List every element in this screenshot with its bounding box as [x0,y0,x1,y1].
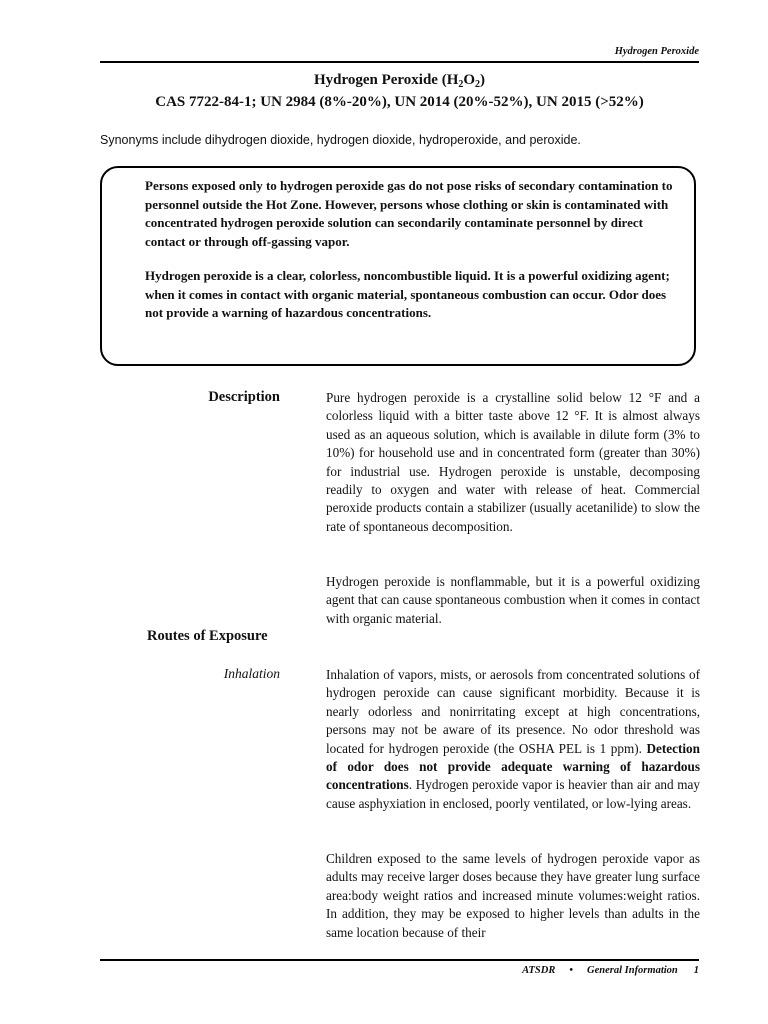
footer-org: ATSDR [522,965,556,976]
page-footer [522,965,699,976]
title-close: ) [480,72,486,88]
inhalation-text-b: . Hydrogen peroxide vapor is heavier than air and may cause asphyxiation in enclosed, poorly ventilated, or low-lying areas. [326,777,700,811]
inhalation-paragraph-1 [326,666,700,813]
callout-paragraph-properties: Hydrogen peroxide is a clear, colorless, noncombustible liquid. It is a powerful oxidizing agent; when it comes in contact with organic material, spontaneous combustion can occur. Odor does not provide a warning of hazardous concentrations. [145,268,670,320]
inhalation-paragraph-children: Children exposed to the same levels of hydrogen peroxide vapor as adults may receive larger doses because they have greater lung surface area:body weight ratios and increased minute volumes:weight ratios. In addition, they may be exposed to higher levels than adults in the same location because of their [326,851,700,940]
title-mid: O [463,72,476,88]
description-paragraph-1: Pure hydrogen peroxide is a crystalline solid below 12 °F and a colorless liquid with a bitter taste above 12 °F. It is almost always used as an aqueous solution, which is available in dilute form (3% to 10%) for household use and in concentrated form (greater than 30%) for industrial use. Hydrogen peroxide is unstable, decomposing readily to oxygen and water with release of heat. Commercial peroxide products contain a stabilizer (usually acetanilide) to slow the rate of spontaneous decomposition. [326,390,700,534]
section-heading-description: Description [208,389,280,405]
footer-page-number: 1 [693,965,699,976]
footer-rule [100,959,699,961]
inhalation-text-a: Inhalation of vapors, mists, or aerosols from concentrated solutions of hydrogen peroxide can cause significant morbidity. Because it is nearly odorless and nonirritating except at high concentrations, persons may not be aware of its presence. No odor threshold was located for hydrogen peroxide (the OSHA PEL is 1 ppm). [326,667,700,756]
page-subtitle-identifiers: CAS 7722-84-1; UN 2984 (8%-20%), UN 2014 (20%-52%), UN 2015 (>52%) [155,94,644,110]
footer-bullet: • [569,965,574,976]
synonyms-line: Synonyms include dihydrogen dioxide, hydrogen dioxide, hydroperoxide, and peroxide. [100,133,581,147]
title-subscript-2: 2 [475,79,481,90]
inhalation-bold-warning: Detection of odor does not provide adequate warning of hazardous concentrations [326,740,700,793]
page-title [100,72,699,89]
callout-paragraph-secondary-contamination: Persons exposed only to hydrogen peroxide gas do not pose risks of secondary contamination to personnel outside the Hot Zone. However, persons whose clothing or skin is contaminated with concentrated hydrogen peroxide solution can secondarily contaminate personnel by direct contact or through off-gassing vapor. [145,178,673,249]
title-subscript-1: 2 [458,79,464,90]
footer-section: General Information [587,965,678,976]
section-heading-routes-of-exposure: Routes of Exposure [147,628,268,644]
warning-callout-box [100,166,696,366]
header-rule [100,61,699,63]
description-paragraph-2: Hydrogen peroxide is nonflammable, but it is a powerful oxidizing agent that can cause spontaneous combustion when it comes in contact with organic material. [326,574,700,626]
running-header: Hydrogen Peroxide [614,46,699,57]
subheading-inhalation: Inhalation [223,666,280,681]
title-name: Hydrogen Peroxide (H [313,72,459,88]
